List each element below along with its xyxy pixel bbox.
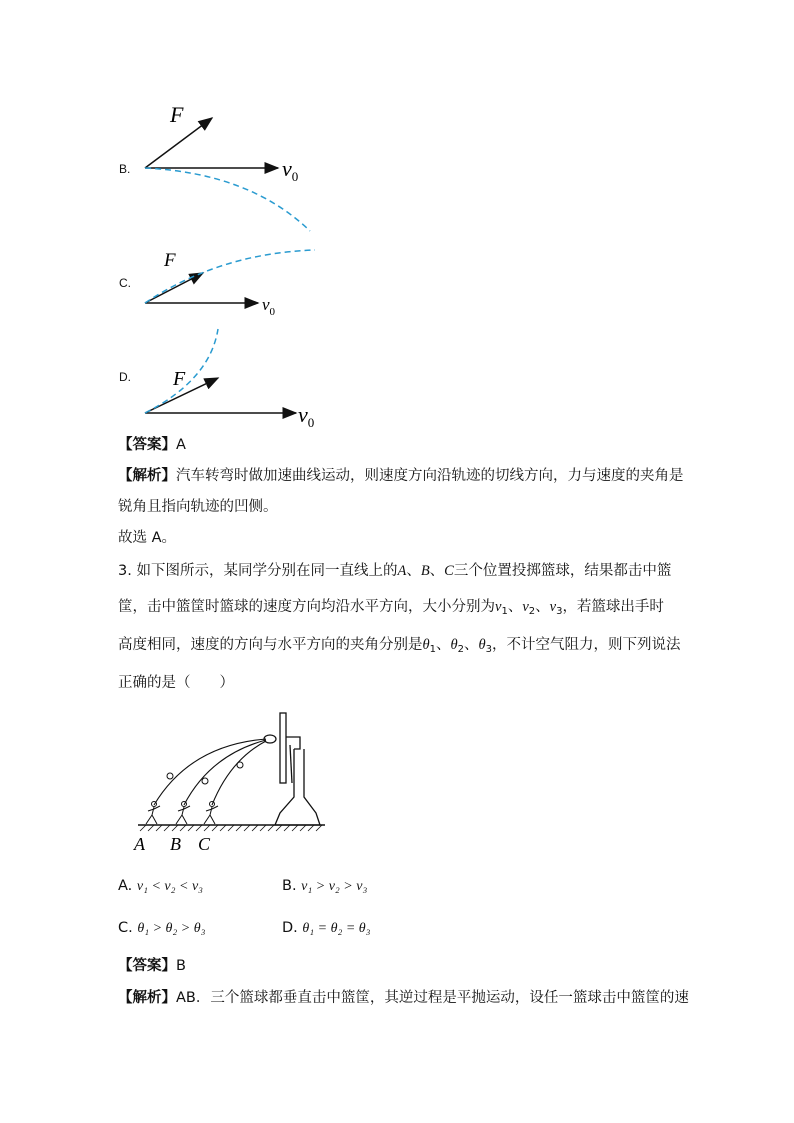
- question3-line4: 正确的是（ ）: [118, 675, 234, 691]
- label-a: A: [134, 834, 145, 854]
- velocity-label: $v_0$: [282, 156, 299, 184]
- analysis-q2-line2: 锐角且指向轨迹的凹侧。: [118, 499, 278, 515]
- option-b-diagram: [130, 95, 330, 240]
- force-arrow: [145, 273, 203, 303]
- option-q3-c: C. θ₁ > θ₂ > θ₃: [118, 920, 206, 936]
- option-d-diagram: [130, 325, 330, 430]
- question3-line2: 筐，击中篮筐时篮球的速度方向均沿水平方向，大小分别为$v_1$、$v_2$、$v_3$，若篮球出手时: [118, 599, 664, 617]
- force-label: F: [164, 250, 176, 271]
- hoop-stand: [275, 713, 320, 825]
- label-b: B: [170, 834, 181, 854]
- analysis-q2-line1: 【解析】汽车转弯时做加速曲线运动，则速度方向沿轨迹的切线方向，力与速度的夹角是: [118, 468, 684, 484]
- trajectories: [154, 739, 266, 805]
- basketball-figure: [130, 705, 335, 860]
- answer-q2: 【答案】A: [118, 437, 186, 453]
- option-q3-a: A. v₁ < v₂ < v₃: [118, 878, 204, 894]
- players: [146, 802, 218, 825]
- option-c-label: C.: [119, 276, 131, 290]
- label-c: C: [198, 834, 211, 854]
- option-q3-b: B. v₁ > v₂ > v₃: [282, 878, 368, 894]
- answer-q3: 【答案】B: [118, 958, 186, 974]
- option-b-label: B.: [119, 162, 131, 176]
- option-c-diagram: [130, 240, 330, 325]
- ground-hatch: [140, 825, 322, 831]
- force-label: F: [170, 102, 184, 127]
- force-label: F: [173, 368, 186, 390]
- analysis-q3: 【解析】AB．三个篮球都垂直击中篮筐，其逆过程是平抛运动，设任一篮球击中篮筐的速: [118, 990, 689, 1006]
- option-q3-d: D. θ₁ = θ₂ = θ₃: [282, 920, 371, 936]
- velocity-label: $v_0$: [262, 295, 276, 318]
- velocity-label: $v_0$: [298, 402, 315, 430]
- option-d-label: D.: [119, 370, 131, 384]
- analysis-q2-conclusion: 故选 A。: [118, 530, 177, 546]
- question3-line1: 3. 如下图所示，某同学分别在同一直线上的A、B、C三个位置投掷篮球，结果都击中篮: [118, 563, 672, 579]
- question3-line3: 高度相同，速度的方向与水平方向的夹角分别是$\theta_1$、$\theta_2$、$\theta_3$，不计空气阻力，则下列说法: [118, 637, 681, 655]
- ball-positions: [167, 762, 243, 784]
